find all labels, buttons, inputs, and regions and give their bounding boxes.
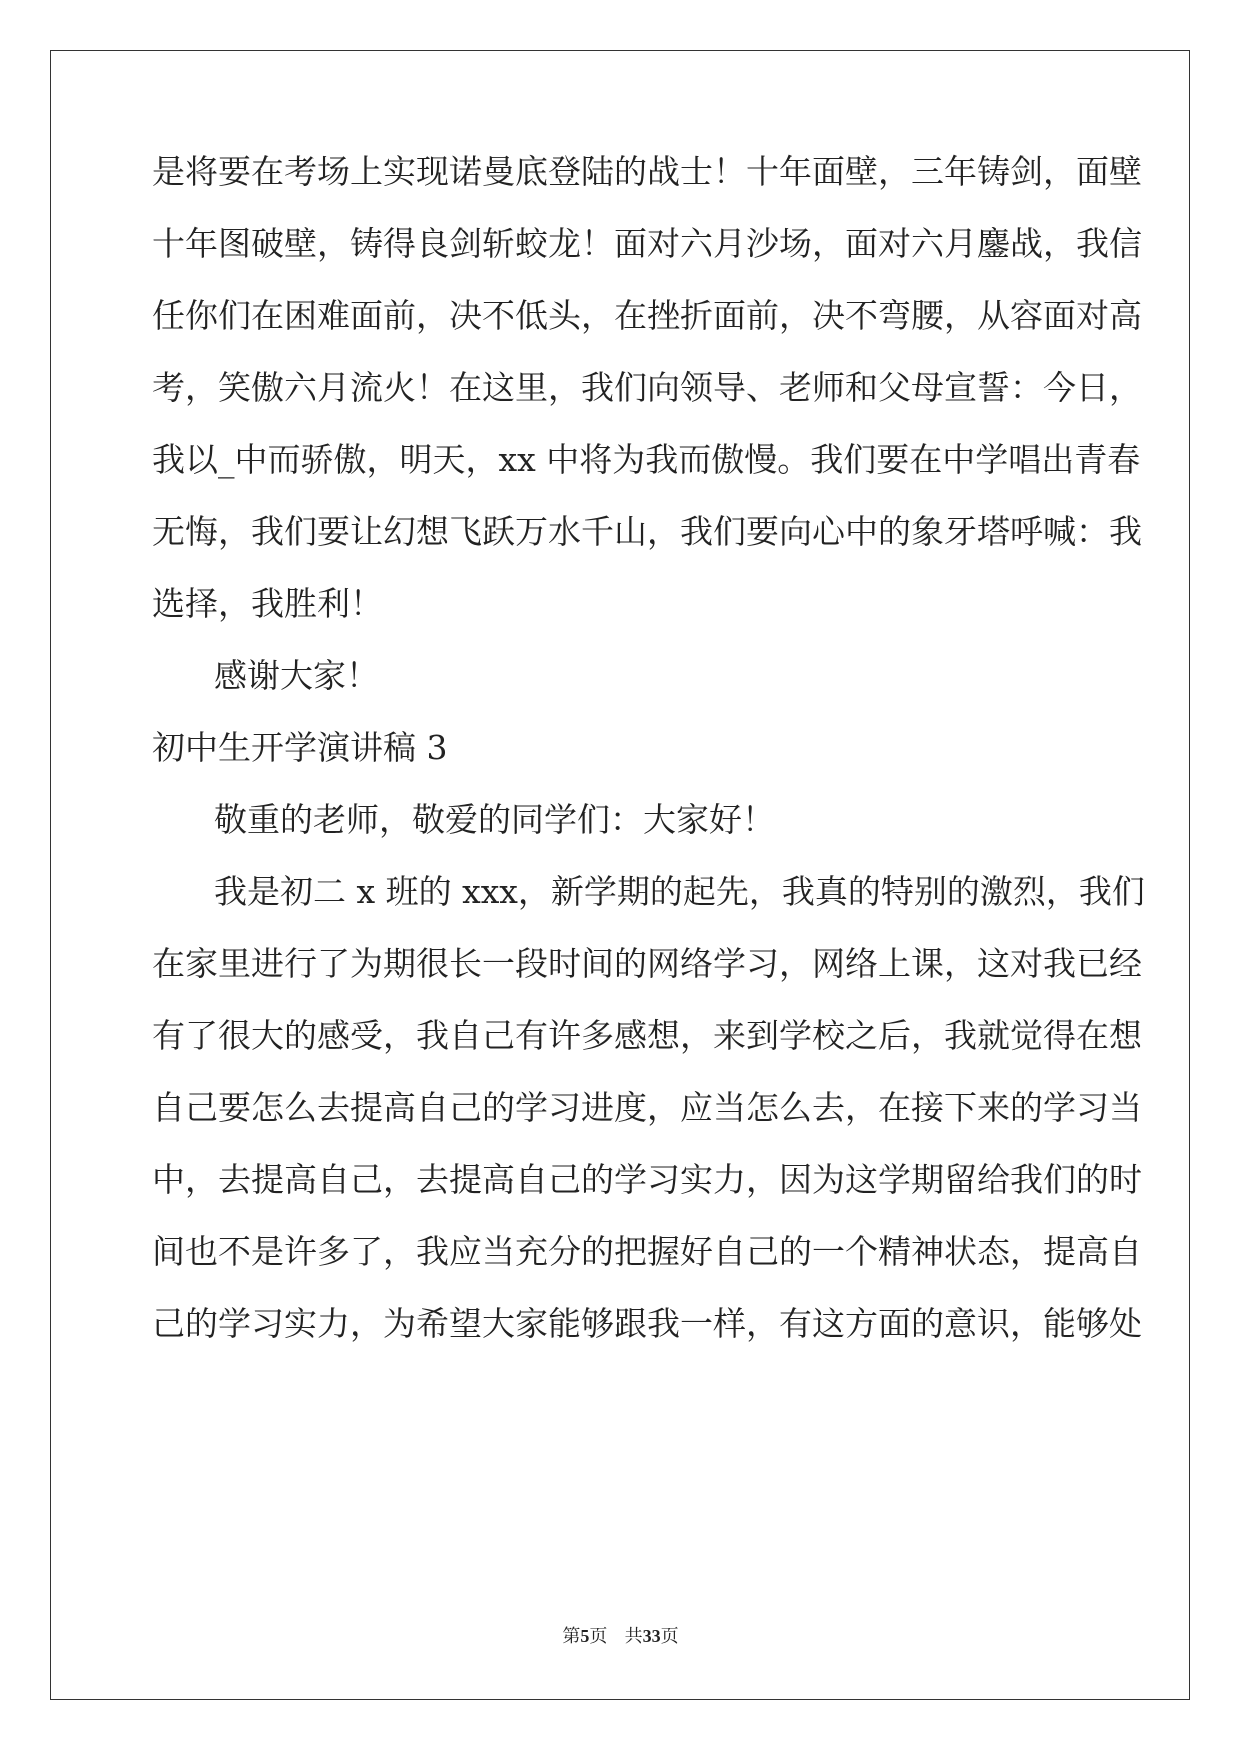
- text-line: 间也不是许多了，我应当充分的把握好自己的一个精神状态，提高自: [152, 1232, 1142, 1271]
- text-line: 任你们在困难面前，决不低头，在挫折面前，决不弯腰，从容面对高: [152, 296, 1142, 335]
- page-number: 5: [580, 1626, 590, 1646]
- text-line: 考，笑傲六月流火！在这里，我们向领导、老师和父母宣誓：今日，: [152, 368, 1142, 407]
- text-line: 无悔，我们要让幻想飞跃万水千山，我们要向心中的象牙塔呼喊：我: [152, 512, 1142, 551]
- text-line: 是将要在考场上实现诺曼底登陆的战士！十年面壁，三年铸剑，面壁: [152, 152, 1142, 191]
- thanks-line: 感谢大家！: [214, 656, 379, 695]
- text-line: 在家里进行了为期很长一段时间的网络学习，网络上课，这对我已经: [152, 944, 1142, 983]
- footer-page-suffix: 页: [589, 1626, 608, 1647]
- text-line: 己的学习实力，为希望大家能够跟我一样，有这方面的意识，能够处: [152, 1304, 1142, 1343]
- text-line: 自己要怎么去提高自己的学习进度，应当怎么去，在接下来的学习当: [152, 1088, 1142, 1127]
- section-title: 初中生开学演讲稿 3: [152, 728, 448, 767]
- total-pages: 33: [642, 1626, 661, 1646]
- text-line: 有了很大的感受，我自己有许多感想，来到学校之后，我就觉得在想: [152, 1016, 1142, 1055]
- footer-total-suffix: 页: [660, 1626, 679, 1647]
- footer-prefix: 第: [562, 1626, 581, 1647]
- page-footer: [0, 1624, 1241, 1649]
- text-line: 我以_中而骄傲，明天，xx 中将为我而傲慢。我们要在中学唱出青春: [152, 440, 1141, 479]
- text-line: 我是初二 x 班的 xxx，新学期的起先，我真的特别的激烈，我们: [214, 872, 1145, 911]
- text-line: 选择，我胜利！: [152, 584, 383, 623]
- footer-total-prefix: 共: [624, 1626, 643, 1647]
- text-line: 十年图破壁，铸得良剑斩蛟龙！面对六月沙场，面对六月鏖战，我信: [152, 224, 1142, 263]
- text-line: 中，去提高自己，去提高自己的学习实力，因为这学期留给我们的时: [152, 1160, 1142, 1199]
- greeting-line: 敬重的老师，敬爱的同学们：大家好！: [214, 800, 775, 839]
